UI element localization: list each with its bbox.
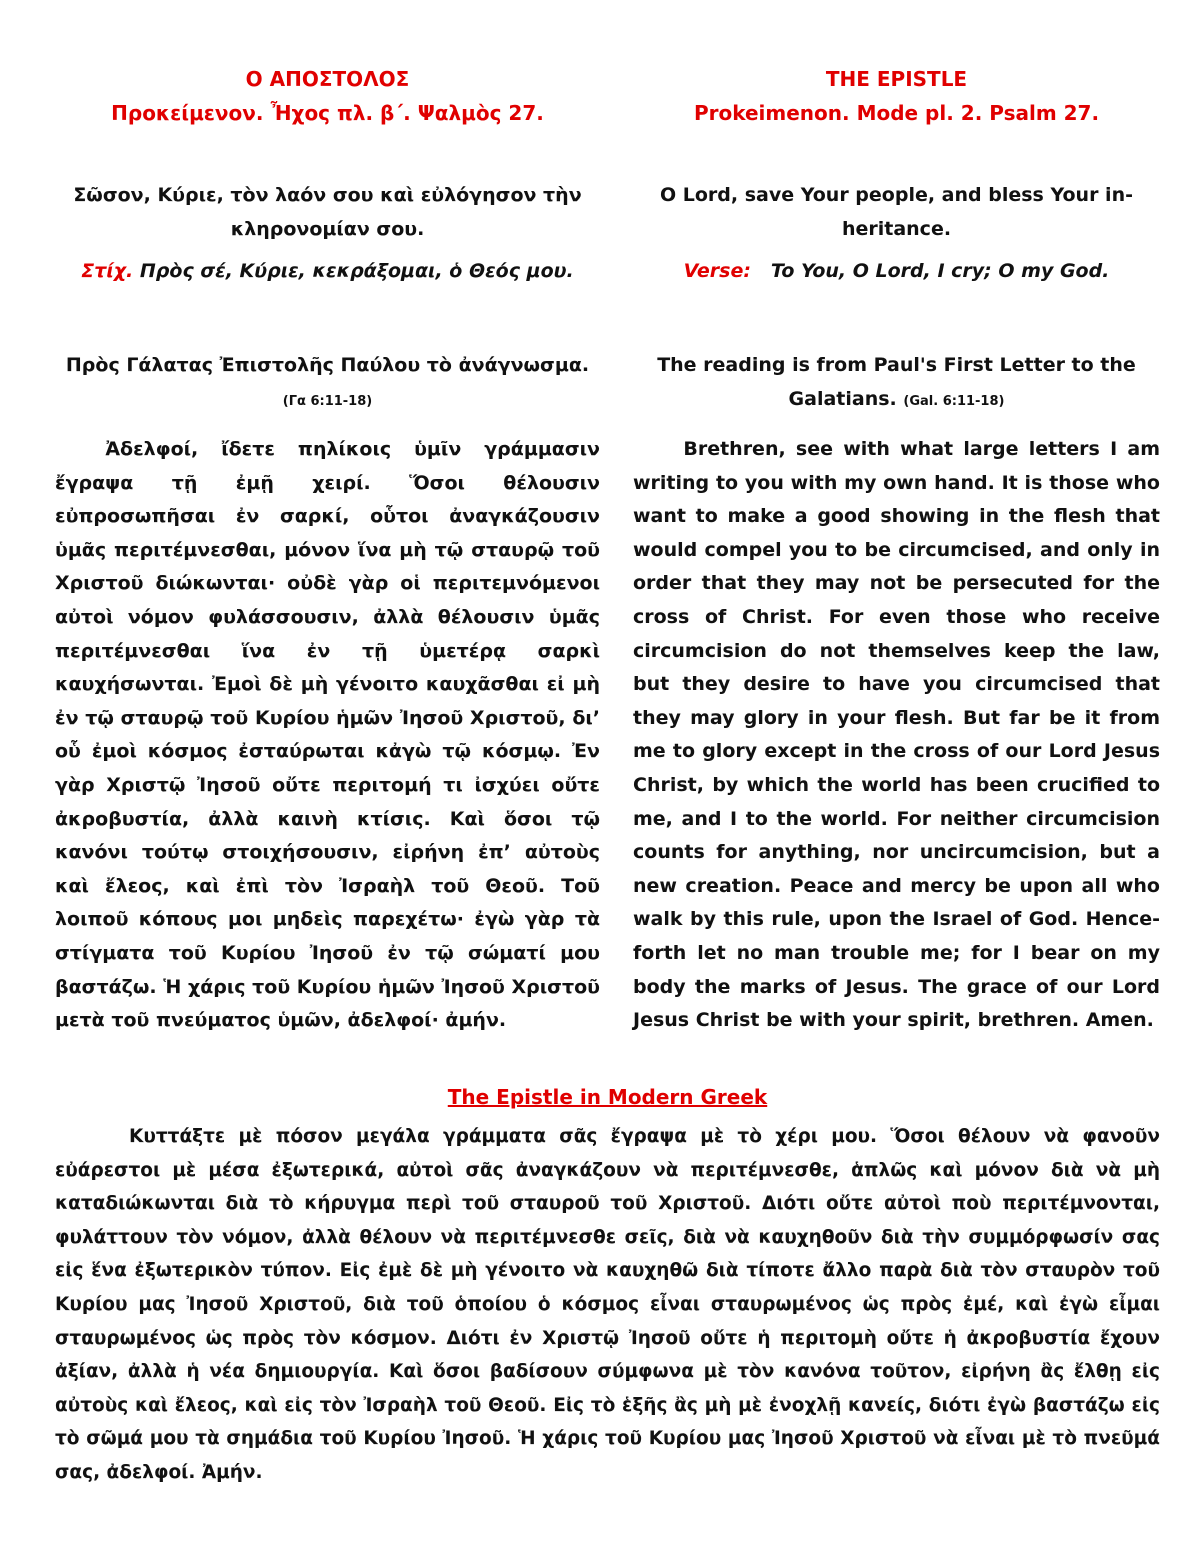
english-reading-heading xyxy=(633,348,1160,419)
greek-reference: (Γα 6:11-18) xyxy=(282,394,373,409)
greek-epistle-text: Ἀδελφοί, ἴδετε πηλίκοις ὑμῖν γράμμασιν ἔγραψα τῇ ἐμῇ χειρί. Ὅσοι θέλουσιν εὐπροσωπῆσαι ἐν σαρκί, οὗτοι ἀναγκάζουσιν ὑμᾶς περιτέμνεσθαι, μόνον ἵνα μὴ τῷ σταυρῷ τοῦ Χριστοῦ διώκωνται· οὐδὲ γὰρ οἱ περιτεμνόμενοι αὐτοὶ νόμον φυλάσσουσιν, ἀλλὰ θέλουσιν ὑμᾶς περιτέμνεσθαι ἵνα ἐν τῇ ὑμετέρᾳ σαρκὶ καυχήσωνται. Ἐμοὶ δὲ μὴ γένοιτο καυχᾶσθαι εἰ μὴ ἐν τῷ σταυρῷ τοῦ Κυρίου ἡμῶν Ἰησοῦ Χριστοῦ, δι’ οὗ ἐμοὶ κόσμος ἐσταύρωται κἀγὼ τῷ κόσμῳ. Ἐν γὰρ Χριστῷ Ἰησοῦ οὔτε περιτομή τι ἰσχύει οὔτε ἀκροβυστία, ἀλλὰ καινὴ κτίσις. Καὶ ὅσοι τῷ κανόνι τούτῳ στοιχήσουσιν, εἰρήνη ἐπ’ αὐτοὺς καὶ ἔλεος, καὶ ἐπὶ τὸν Ἰσραὴλ τοῦ Θεοῦ. Τοῦ λοιποῦ κόπους μοι μηδεὶς παρεχέτω· ἐγὼ γὰρ τὰ στίγματα τοῦ Κυρίου Ἰησοῦ ἐν τῷ σώματί μου βαστάζω. Ἡ χάρις τοῦ Κυρίου ἡμῶν Ἰησοῦ Χριστοῦ μετὰ τοῦ πνεύματος ὑμῶν, ἀδελφοί· ἀμήν. xyxy=(55,438,600,1032)
english-verse-text: To You, O Lord, I cry; O my God. xyxy=(770,260,1110,282)
english-verse-label: Verse: xyxy=(683,260,751,282)
greek-prokeimenon: Προκείμενον. Ἦχος πλ. β΄. Ψαλμὸς 27. xyxy=(111,101,544,125)
english-column xyxy=(633,62,1160,1038)
greek-column xyxy=(55,62,600,1038)
greek-title: Ο ΑΠΟΣΤΟΛΟΣ xyxy=(245,67,410,91)
greek-psalm: Σῶσον, Κύριε, τὸν λαόν σου καὶ εὐλόγησον τὴν κληρονομίαν σου. xyxy=(73,184,582,240)
english-heading-text: The reading is from Paul's First Letter to the Galatians. xyxy=(657,354,1136,410)
greek-verse-text: Πρὸς σέ, Κύριε, κεκράξομαι, ὁ Θεός μου. xyxy=(139,260,574,282)
english-title: THE EPISTLE xyxy=(825,67,968,91)
english-reference: (Gal. 6:11-18) xyxy=(903,394,1005,409)
english-psalm: O Lord, save Your people, and bless Your inheritance. xyxy=(659,184,1133,240)
english-epistle-text: Brethren, see with what large letters I am writing to you with my own hand. It is those who want to make a good showing in the flesh that would compel you to be circumcised, and only in order that they may not be persecuted for the cross of Christ. For even those who receive circumcision do not themselves keep the law, but they desire to have you circumcised that they may glory in your flesh. But far be it from me to glory except in the cross of our Lord Jesus Christ, by which the world has been crucified to me, and I to the world. For neither circumcision counts for anything, nor uncircumcision, but a new creation. Peace and mercy be upon all who walk by this rule, upon the Israel of God. Henceforth let no man trouble me; for I bear on my body the marks of Jesus. The grace of our Lord Jesus Christ be with your spirit, brethren. Amen. xyxy=(633,438,1160,1032)
greek-heading-text: Πρὸς Γάλατας Ἐπιστολῆς Παύλου τὸ ἀνάγνωσμα. xyxy=(65,354,590,376)
greek-verse xyxy=(55,254,600,288)
english-prokeimenon: Prokeimenon. Mode pl. 2. Psalm 27. xyxy=(693,101,1100,125)
greek-verse-label: Στίχ. xyxy=(81,260,134,282)
english-verse xyxy=(633,254,1160,288)
modern-greek-title: The Epistle in Modern Greek xyxy=(447,1085,768,1109)
modern-greek-text: Κυττάξτε μὲ πόσον μεγάλα γράμματα σᾶς ἔγραψα μὲ τὸ χέρι μου. Ὅσοι θέλουν νὰ φανοῦν εὐάρεστοι μὲ μέσα ἐξωτερικά, αὐτοὶ σᾶς ἀναγκάζουν νὰ περιτέμνεσθε, ἁπλῶς καὶ μόνον διὰ νὰ μὴ καταδιώκωνται διὰ τὸ κήρυγμα περὶ τοῦ σταυροῦ τοῦ Χριστοῦ. Διότι οὔτε αὐτοὶ ποὺ περιτέμνονται, φυλάττουν τὸν νόμον, ἀλλὰ θέλουν νὰ περιτέμνεσθε σεῖς, διὰ νὰ καυχηθοῦν διὰ τὴν συμμόρφωσίν σας εἰς ἕνα ἐξωτερικὸν τύπον. Εἰς ἐμὲ δὲ μὴ γένοιτο νὰ καυχηθῶ διὰ τίποτε ἄλλο παρὰ διὰ τὸν σταυρὸν τοῦ Κυρίου μας Ἰησοῦ Χριστοῦ, διὰ τοῦ ὁποίου ὁ κόσμος εἶναι σταυρωμένος ὡς πρὸς ἐμέ, καὶ ἐγὼ εἶμαι σταυρωμένος ὡς πρὸς τὸν κόσμον. Διότι ἐν Χριστῷ Ἰησοῦ οὔτε ἡ περιτομὴ οὔτε ἡ ἀκροβυστία ἔχουν ἀξίαν, ἀλλὰ ἡ νέα δημιουργία. Καὶ ὅσοι βαδίσουν σύμφωνα μὲ τὸν κανόνα τοῦτον, εἰρήνη ἂς ἔλθῃ εἰς αὐτοὺς καὶ ἔλεος, καὶ εἰς τὸν Ἰσραὴλ τοῦ Θεοῦ. Εἰς τὸ ἑξῆς ἂς μὴ μὲ ἐνοχλῇ κανείς, διότι ἐγὼ βαστάζω εἰς τὸ σῶμά μου τὰ σημάδια τοῦ Κυρίου Ἰησοῦ. Ἡ χάρις τοῦ Κυρίου μας Ἰησοῦ Χριστοῦ νὰ εἶναι μὲ τὸ πνεῦμά σας, ἀδελφοί. Ἀμήν. xyxy=(55,1126,1160,1483)
modern-greek-section xyxy=(55,1080,1160,1490)
greek-reading-heading xyxy=(55,348,600,419)
